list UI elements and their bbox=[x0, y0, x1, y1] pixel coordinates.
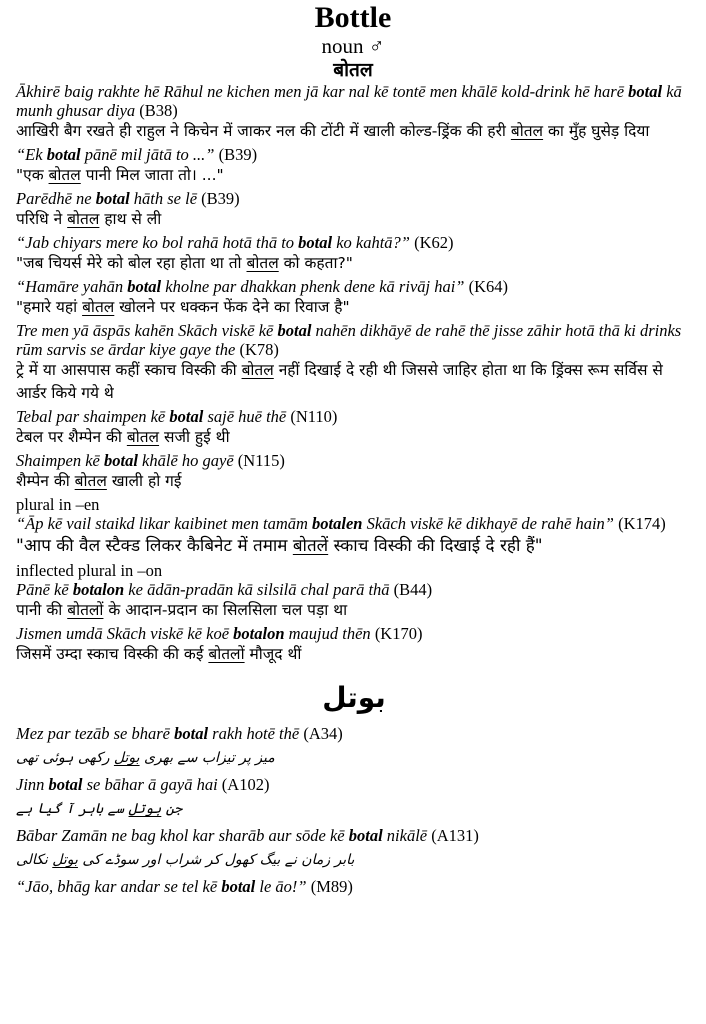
headword-occurrence: बोतल bbox=[48, 166, 81, 184]
transliteration-line: “Āp kē vail staikd likar kaibinet men tamām botalen Skāch viskē kē dikhayē de rahē hain” (K174) bbox=[16, 514, 666, 533]
section-note: inflected plural in –on bbox=[16, 561, 163, 580]
transliteration-line: Ākhirē baig rakhte hē Rāhul ne kichen men jā kar nal kē tontē men khālē kold-drink hē harē botal kā munh ghusar diya (B38) bbox=[16, 82, 682, 120]
headword-occurrence: बोतलों bbox=[208, 645, 245, 663]
transliteration-line: “Jab chiyars mere ko bol rahā hotā thā to botal ko kahtā?” (K62) bbox=[16, 233, 454, 252]
urdu-headword: بوتل bbox=[322, 681, 386, 714]
source-reference: (B38) bbox=[139, 101, 178, 120]
headword-occurrence: botal bbox=[95, 189, 130, 208]
headword-occurrence: botal bbox=[48, 775, 83, 794]
headword-occurrence: बोतलों bbox=[67, 601, 104, 619]
headword-occurrence: बोतल bbox=[510, 122, 544, 140]
hindi-sentence: आखिरी बैग रखते ही राहुल ने किचेन में जाकर नल की टोंटी में खाली कोल्ड-ड्रिंक की हरी बोतल का मुँह घुसेड़ दिया bbox=[16, 122, 650, 140]
transliteration-line: Tre men yā āspās kahēn Skāch viskē kē botal nahēn dikhāyē de rahē thē jisse zāhir hotā thā ki drinks rūm sarvis se ārdar kiye gaye the (K78) bbox=[16, 321, 682, 359]
headword-occurrence: बोतल bbox=[126, 428, 160, 446]
headword-occurrence: botal bbox=[348, 826, 383, 845]
headword-occurrence: botalen bbox=[312, 514, 363, 533]
hindi-sentence: जिसमें उम्दा स्काच विस्की की कई बोतलों मौजूद थीं bbox=[16, 645, 302, 663]
source-reference: (N110) bbox=[290, 407, 338, 426]
source-reference: (K174) bbox=[618, 514, 666, 533]
hindi-sentence: "जब चियर्स मेरे को बोल रहा होता था तो बोतल को कहता?" bbox=[16, 254, 353, 272]
hindi-sentence: "एक बोतल पानी मिल जाता तो। ..." bbox=[16, 166, 224, 184]
hindi-headword: बोतल bbox=[333, 59, 373, 81]
transliteration-line: Jinn botal se bāhar ā gayā hai (A102) bbox=[16, 775, 270, 794]
source-reference: (K62) bbox=[414, 233, 454, 252]
headword-occurrence: بوتل bbox=[113, 750, 140, 766]
transliteration-line: Pānē kē botalon ke ādān-pradān kā silsilā chal parā thā (B44) bbox=[16, 580, 433, 599]
transliteration-line: “Ek botal pānē mil jātā to ...” (B39) bbox=[16, 145, 258, 164]
urdu-sentence-text: بابر زمان نے بیگ کھول کر شراب اور سوڈے کی بوتل نکالی bbox=[16, 852, 355, 868]
transliteration-line: Bābar Zamān ne bag khol kar sharāb aur sōde kē botal nikālē (A131) bbox=[16, 826, 479, 845]
transliteration-line: Mez par tezāb se bharē botal rakh hotē thē (A34) bbox=[16, 724, 343, 743]
headword-occurrence: botal bbox=[174, 724, 209, 743]
source-reference: (A131) bbox=[431, 826, 479, 845]
hindi-sentence: परिधि ने बोतल हाथ से ली bbox=[16, 210, 162, 228]
urdu-sentence-text: جن بوتل سے باہر آ گیا ہے bbox=[16, 801, 183, 817]
headword-occurrence: بوتل bbox=[128, 801, 162, 817]
source-reference: (K78) bbox=[239, 340, 279, 359]
headword-occurrence: बोतल bbox=[82, 298, 115, 316]
urdu-sentence bbox=[16, 796, 692, 822]
source-reference: (K170) bbox=[374, 624, 423, 643]
headword-occurrence: botal bbox=[277, 321, 312, 340]
source-reference: (B39) bbox=[201, 189, 240, 208]
hindi-sentence: शैम्पेन की बोतल खाली हो गई bbox=[16, 472, 182, 490]
headword-occurrence: botal bbox=[169, 407, 204, 426]
headword-occurrence: botal bbox=[628, 82, 663, 101]
transliteration-line: Jismen umdā Skāch viskē kē koē botalon maujud thēn (K170) bbox=[16, 624, 423, 643]
entry-header bbox=[0, 0, 706, 82]
headword-occurrence: बोतलें bbox=[292, 536, 329, 556]
headword-occurrence: بوتل bbox=[52, 852, 78, 868]
entries bbox=[0, 82, 706, 896]
source-reference: (A102) bbox=[221, 775, 270, 794]
headword-occurrence: botal bbox=[221, 877, 256, 896]
section-note: plural in –en bbox=[16, 495, 100, 514]
headword-occurrence: botal bbox=[103, 451, 138, 470]
source-reference: (B44) bbox=[393, 580, 433, 599]
headword-occurrence: botalon bbox=[72, 580, 125, 599]
transliteration-line: Shaimpen kē botal khālē ho gayē (N115) bbox=[16, 451, 285, 470]
headword-occurrence: बोतल bbox=[67, 210, 100, 228]
hindi-sentence: पानी की बोतलों के आदान-प्रदान का सिलसिला चल पड़ा था bbox=[16, 601, 348, 619]
part-of-speech: noun ♂ bbox=[321, 34, 385, 58]
urdu-sentence bbox=[16, 745, 692, 771]
headword-occurrence: botal bbox=[46, 145, 81, 164]
headword-occurrence: botal bbox=[127, 277, 162, 296]
headword-occurrence: बोतल bbox=[241, 361, 274, 379]
headword-occurrence: botalon bbox=[233, 624, 285, 643]
transliteration-line: “Jāo, bhāg kar andar se tel kē botal le āo!” (M89) bbox=[16, 877, 353, 896]
urdu-sentence bbox=[16, 847, 692, 873]
transliteration-line: “Hamāre yahān botal kholne par dhakkan phenk dene kā rivāj hai” (K64) bbox=[16, 277, 509, 296]
source-reference: (B39) bbox=[218, 145, 258, 164]
hindi-sentence: टेबल पर शैम्पेन की बोतल सजी हुई थी bbox=[16, 428, 230, 446]
source-reference: (K64) bbox=[468, 277, 509, 296]
headword-occurrence: बोतल bbox=[246, 254, 279, 272]
headword-title: Bottle bbox=[314, 1, 392, 34]
source-reference: (N115) bbox=[237, 451, 285, 470]
transliteration-line: Tebal par shaimpen kē botal sajē huē thē (N110) bbox=[16, 407, 338, 426]
source-reference: (A34) bbox=[303, 724, 343, 743]
urdu-sentence-text: میز پر تیزاب سے بھری بوتل رکھی ہوئی تھی bbox=[16, 750, 275, 766]
source-reference: (M89) bbox=[310, 877, 353, 896]
headword-occurrence: बोतल bbox=[74, 472, 107, 490]
hindi-sentence: "हमारे यहां बोतल खोलने पर धक्कन फेंक देने का रिवाज है" bbox=[16, 298, 350, 316]
hindi-sentence: ट्रे में या आसपास कहीं स्काच विस्की की बोतल नहीं दिखाई दे रही थी जिससे जाहिर होता था कि ड्रिंक्स रूम सर्विस से आर्डर किये गये थे bbox=[16, 361, 663, 402]
hindi-sentence: "आप की वैल स्टैक्ड लिकर कैबिनेट में तमाम बोतलें स्काच विस्की की दिखाई दे रही हैं" bbox=[16, 536, 543, 556]
headword-occurrence: botal bbox=[298, 233, 333, 252]
transliteration-line: Parēdhē ne botal hāth se lē (B39) bbox=[16, 189, 240, 208]
